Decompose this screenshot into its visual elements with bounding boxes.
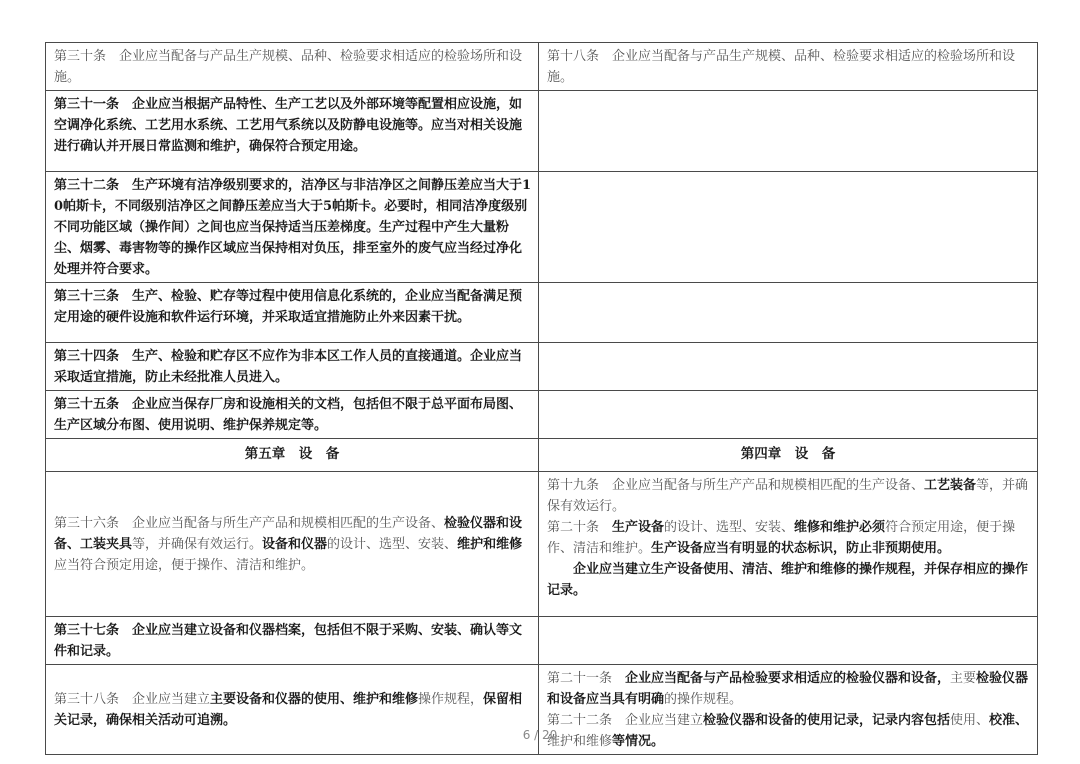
article-35: 第三十五条 企业应当保存厂房和设施相关的文档，包括但不限于总平面布局图、生产区域分布图、使用说明、维护保养规定等。 (46, 391, 539, 439)
article-30: 第三十条 企业应当配备与产品生产规模、品种、检验要求相适应的检验场所和设施。 (46, 43, 539, 91)
chapter-heading-left: 第五章 设 备 (46, 439, 539, 472)
empty-cell (539, 283, 1038, 343)
comparison-table (45, 42, 1037, 755)
table-row (46, 283, 1038, 343)
text-span-bold: 设备和仪器 (262, 537, 328, 552)
article-31: 第三十一条 企业应当根据产品特性、生产工艺以及外部环境等配置相应设施，如空调净化系统、工艺用水系统、工艺用气系统以及防静电设施等。应当对相关设施进行确认并开展日常监测和维护，确保符合预定用途。 (46, 91, 539, 172)
article-37: 第三十七条 企业应当建立设备和仪器档案，包括但不限于采购、安装、确认等文件和记录。 (46, 617, 539, 665)
chapter-row (46, 439, 1038, 472)
article-33: 第三十三条 生产、检验、贮存等过程中使用信息化系统的，企业应当配备满足预定用途的硬件设施和软件运行环境，并采取适宜措施防止外来因素干扰。 (46, 283, 539, 343)
text-span-bold: 应当具有明确 (586, 692, 665, 707)
table-row (46, 391, 1038, 439)
text-span-bold: 生产设备 (612, 520, 665, 535)
article-36 (46, 472, 539, 617)
chapter-heading-right: 第四章 设 备 (539, 439, 1038, 472)
table-row (46, 91, 1038, 172)
text-span-bold: 等情况。 (612, 734, 665, 749)
text-span-bold: 检验仪器和设备 (547, 671, 1029, 707)
article-21 (547, 668, 1031, 710)
table-row (46, 617, 1038, 665)
text-span: 应当符合预定用途，便于操作、清洁和维护。 (54, 558, 315, 573)
text-span-bold: 校准、 (989, 713, 1029, 728)
text-span-bold: 检验仪器和设备、工装夹具 (54, 516, 523, 552)
text-span-bold: 生产设备应当有明显的状态标识，防止非预期使用。 (651, 541, 951, 556)
text-span: 第三十八条 企业应当建立 (54, 692, 211, 707)
empty-cell (539, 343, 1038, 391)
text-span: 等，并确保有效运行。 (132, 537, 263, 552)
text-span: 第三十六条 企业应当配备与所生产产品和规模相匹配的生产设备、 (54, 516, 445, 531)
text-span: 符合预定用途，便于操作、清洁和维护。 (547, 520, 1016, 556)
text-span-bold: 维护和维修 (457, 537, 523, 552)
page-number: 6 / 20 (522, 728, 558, 742)
text-span-bold: 维修和维护必须 (794, 520, 886, 535)
text-span: 维护和维修 (547, 734, 613, 749)
text-span: 第十九条 企业应当配备与所生产产品和规模相匹配的生产设备、 (547, 478, 925, 493)
article-19 (547, 475, 1031, 517)
article-34: 第三十四条 生产、检验和贮存区不应作为非本区工作人员的直接通道。企业应当采取适宜措施，防止未经批准人员进入。 (46, 343, 539, 391)
article-20 (547, 517, 1031, 559)
text-span-bold: 企业应当配备与产品检验要求相适应的检验仪器和设备， (625, 671, 951, 686)
table-row (46, 472, 1038, 617)
text-span: 的设计、选型、安装、 (327, 537, 458, 552)
text-span: 操作规程， (418, 692, 484, 707)
text-span-bold: 主要设备和仪器的使用、维护和维修 (210, 692, 419, 707)
text-span: 第二十二条 企业应当建立 (547, 713, 704, 728)
table-row (46, 343, 1038, 391)
empty-cell (539, 91, 1038, 172)
table-row (46, 172, 1038, 283)
article-18: 第十八条 企业应当配备与产品生产规模、品种、检验要求相适应的检验场所和设施。 (539, 43, 1038, 91)
text-span: 主要 (950, 671, 977, 686)
text-span: 等，并确保有效运行。 (547, 478, 1029, 514)
text-span: 的设计、选型、安装、 (664, 520, 795, 535)
text-span-bold: 检验仪器和设备的使用记录，记录内容包括 (703, 713, 951, 728)
empty-cell (539, 172, 1038, 283)
article-32: 第三十二条 生产环境有洁净级别要求的，洁净区与非洁净区之间静压差应当大于10帕斯卡，不同级别洁净区之间静压差应当大于5帕斯卡。必要时，相同洁净度级别不同功能区域（操作间）之间也应当保持适当压差梯度。生产过程中产生大量粉尘、烟雾、毒害物等的操作区域应当保持相对负压，排至室外的废气应当经过净化处理并符合要求。 (46, 172, 539, 283)
article-20-para: 企业应当建立生产设备使用、清洁、维护和维修的操作规程，并保存相应的操作记录。 (547, 562, 1029, 598)
empty-cell (539, 391, 1038, 439)
text-span: 使用、 (950, 713, 990, 728)
table-row (46, 43, 1038, 91)
empty-cell (539, 617, 1038, 665)
text-span-bold: 保留相关记录，确保相关活动可追溯。 (54, 692, 523, 728)
text-span-bold: 工艺装备 (924, 478, 977, 493)
text-span: 第二十一条 (547, 671, 626, 686)
text-span: 第二十条 (547, 520, 613, 535)
article-19-20 (539, 472, 1038, 617)
text-span: 的操作规程。 (664, 692, 743, 707)
